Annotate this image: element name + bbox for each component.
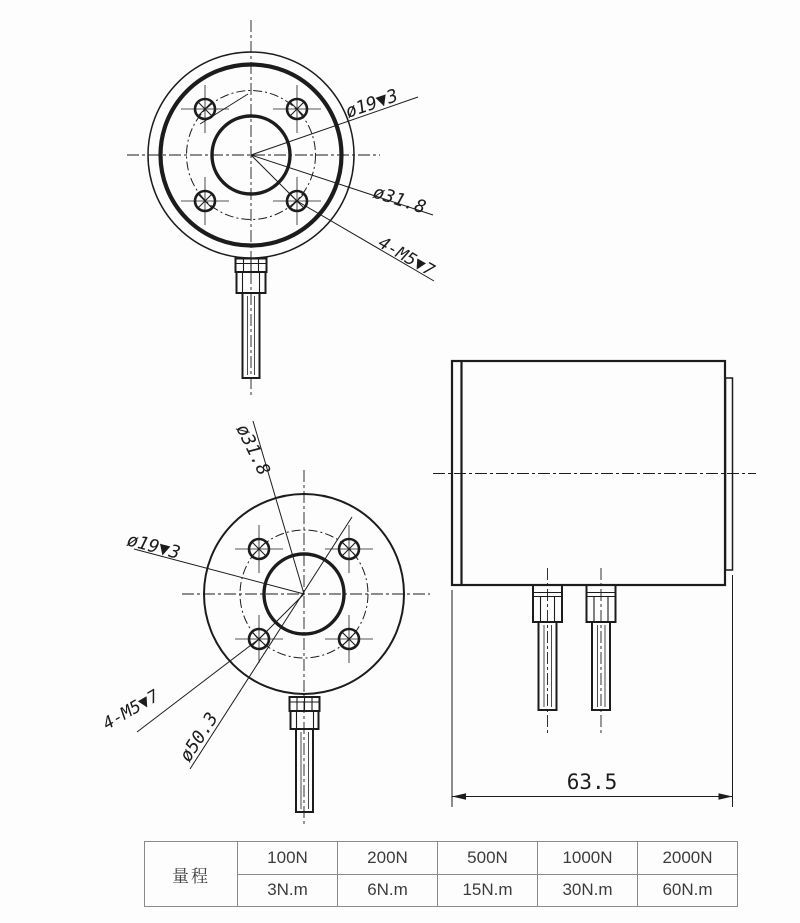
torque-cell: 6N.m xyxy=(338,874,438,907)
side-view xyxy=(433,361,756,807)
dimension-value: 63.5 xyxy=(566,770,618,794)
torque-cell: 30N.m xyxy=(538,874,638,907)
dimension-arrow-right xyxy=(719,793,733,799)
side-connector xyxy=(533,568,562,733)
side-connector xyxy=(587,568,616,733)
rear-ring-edge xyxy=(726,378,733,570)
label-counterbore-dim: ø19▼3 xyxy=(342,85,401,123)
range-label-cell: 量程 xyxy=(145,842,238,907)
sensor-body xyxy=(452,361,725,585)
cable-stem xyxy=(296,729,313,812)
torque-cell: 60N.m xyxy=(638,874,738,907)
label-bolt-circle-dim: ø31.8 xyxy=(231,420,275,479)
spec-table xyxy=(144,841,737,907)
force-cell: 1000N xyxy=(538,842,638,875)
gland-body xyxy=(291,711,319,729)
force-cell: 2000N xyxy=(638,842,738,875)
bottom-view xyxy=(100,421,431,826)
leader-tapped-holes xyxy=(137,594,304,732)
force-cell: 200N xyxy=(338,842,438,875)
range-table xyxy=(144,841,738,907)
label-tapped-holes-dim: 4-M5▼7 xyxy=(374,233,438,282)
torque-cell: 15N.m xyxy=(438,874,538,907)
label-tapped-holes-dim: 4-M5▼7 xyxy=(99,686,163,735)
dimension-arrow-left xyxy=(452,793,466,799)
force-row xyxy=(145,842,738,875)
label-counterbore-dim: ø19▼3 xyxy=(124,529,183,564)
torque-cell: 3N.m xyxy=(238,874,338,907)
label-bolt-circle-dim: ø31.8 xyxy=(370,181,429,219)
top-view xyxy=(127,20,438,398)
force-cell: 100N xyxy=(238,842,338,875)
force-cell: 500N xyxy=(438,842,538,875)
cable-gland-connector xyxy=(290,697,320,812)
label-outer-dia-dim: ø50.3 xyxy=(175,708,223,766)
